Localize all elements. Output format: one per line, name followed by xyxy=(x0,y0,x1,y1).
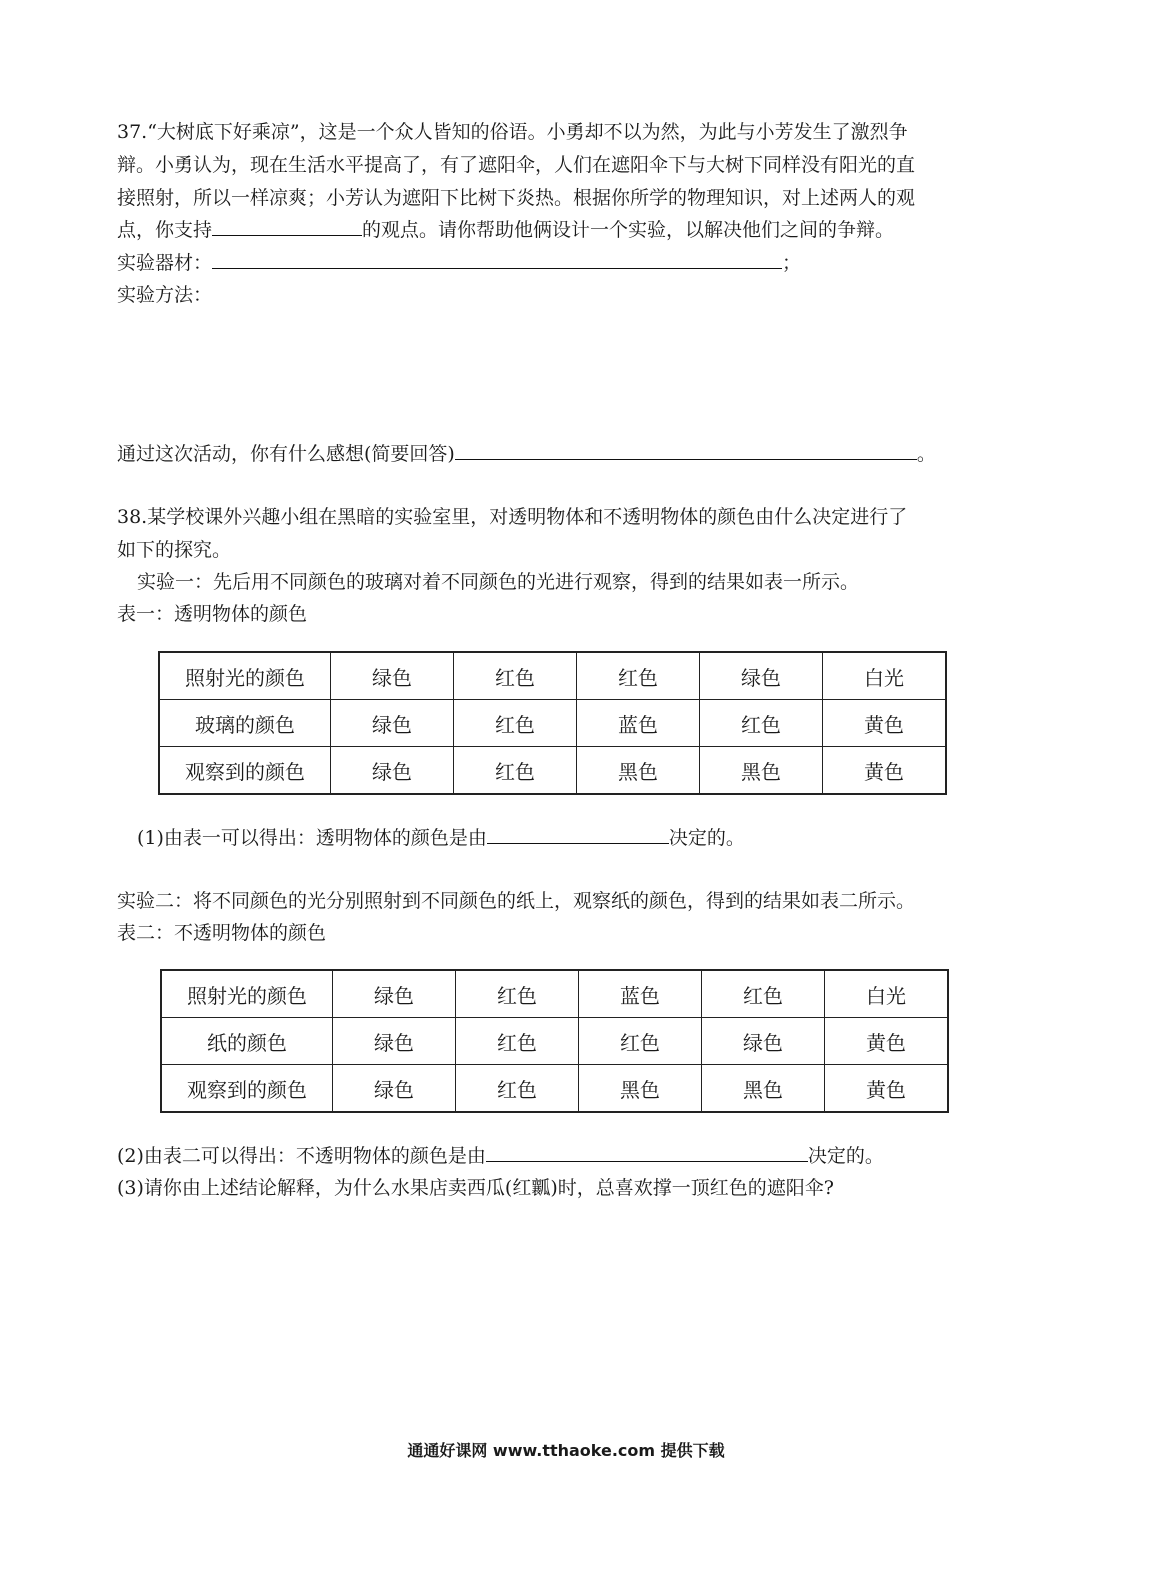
table-2-row-header: 照射光的颜色 xyxy=(161,970,333,1018)
table-1-row-header: 观察到的颜色 xyxy=(159,747,331,795)
table-1-cell: 红色 xyxy=(700,700,823,747)
table-1-row xyxy=(159,747,946,795)
table-2-cell: 绿色 xyxy=(702,1018,825,1065)
q38-line-1: 38.某学校课外兴趣小组在黑暗的实验室里，对透明物体和不透明物体的颜色由什么决定进行了 xyxy=(117,506,908,528)
table2-caption: 表二：不透明物体的颜色 xyxy=(117,922,327,944)
table-1-cell: 黑色 xyxy=(577,747,700,795)
q37-line-2: 辩。小勇认为，现在生活水平提高了，有了遮阳伞，人们在遮阳伞下与大树下同样没有阳光的直 xyxy=(117,154,916,176)
table-1-cell: 绿色 xyxy=(331,652,454,700)
q37-line-1: 37.“大树底下好乘凉”，这是一个众人皆知的俗语。小勇却不以为然，为此与小芳发生了激烈争 xyxy=(117,121,908,143)
table-1-cell: 绿色 xyxy=(700,652,823,700)
q37-line-4-suffix: 的观点。请你帮助他俩设计一个实验，以解决他们之间的争辩。 xyxy=(362,219,895,241)
feeling-line xyxy=(117,440,936,468)
sub2-prefix: (2)由表二可以得出：不透明物体的颜色是由 xyxy=(117,1145,486,1167)
sub1-line xyxy=(137,824,745,852)
table-1-cell: 红色 xyxy=(454,700,577,747)
table-2-cell: 红色 xyxy=(579,1018,702,1065)
table-1-cell: 黄色 xyxy=(823,747,947,795)
materials-blank[interactable] xyxy=(212,250,782,269)
table-2-row xyxy=(161,1065,948,1113)
table-1-cell: 黑色 xyxy=(700,747,823,795)
table1-caption: 表一：透明物体的颜色 xyxy=(117,603,308,625)
table-2 xyxy=(160,969,949,1113)
table-1-cell: 红色 xyxy=(454,652,577,700)
footer: 通通好课网 www.tthaoke.com 提供下载 xyxy=(407,1441,725,1460)
table-2-cell: 绿色 xyxy=(333,1018,456,1065)
table-2-cell: 蓝色 xyxy=(579,970,702,1018)
table-2-cell: 黑色 xyxy=(702,1065,825,1113)
sub1-prefix: (1)由表一可以得出：透明物体的颜色是由 xyxy=(137,827,487,849)
table-1-body xyxy=(159,652,946,794)
experiment-1: 实验一：先后用不同颜色的玻璃对着不同颜色的光进行观察，得到的结果如表一所示。 xyxy=(137,571,860,593)
q37-line-4-prefix: 点，你支持 xyxy=(117,219,213,241)
table-2-row xyxy=(161,1018,948,1065)
experiment-2: 实验二：将不同颜色的光分别照射到不同颜色的纸上，观察纸的颜色，得到的结果如表二所示。 xyxy=(117,890,916,912)
feeling-end: 。 xyxy=(916,443,936,465)
sub2-blank[interactable] xyxy=(486,1143,808,1162)
method-label: 实验方法： xyxy=(117,284,213,306)
materials-end: ； xyxy=(782,252,802,274)
table-1-row xyxy=(159,652,946,700)
table-2-row xyxy=(161,970,948,1018)
table-1-cell: 白光 xyxy=(823,652,947,700)
table-2-cell: 红色 xyxy=(456,970,579,1018)
materials-line xyxy=(117,249,801,277)
table-2-cell: 白光 xyxy=(825,970,949,1018)
sub1-suffix: 决定的。 xyxy=(668,827,745,849)
table-2-body xyxy=(161,970,948,1112)
table-2-cell: 黄色 xyxy=(825,1018,949,1065)
table-2-cell: 红色 xyxy=(456,1018,579,1065)
sub2-suffix: 决定的。 xyxy=(807,1145,884,1167)
q38-line-2: 如下的探究。 xyxy=(117,539,232,561)
sub2-line xyxy=(117,1142,884,1170)
materials-label: 实验器材： xyxy=(117,252,213,274)
table-1-cell: 红色 xyxy=(454,747,577,795)
feeling-label: 通过这次活动，你有什么感想(简要回答) xyxy=(117,443,455,465)
table-2-cell: 绿色 xyxy=(333,1065,456,1113)
table-1 xyxy=(158,651,947,795)
table-2-cell: 红色 xyxy=(702,970,825,1018)
table-1-cell: 绿色 xyxy=(331,747,454,795)
feeling-blank[interactable] xyxy=(455,441,917,460)
table-1-row-header: 照射光的颜色 xyxy=(159,652,331,700)
table-2-cell: 黄色 xyxy=(825,1065,949,1113)
table-1-row-header: 玻璃的颜色 xyxy=(159,700,331,747)
table-2-cell: 黑色 xyxy=(579,1065,702,1113)
table-2-cell: 红色 xyxy=(456,1065,579,1113)
sub1-blank[interactable] xyxy=(487,825,669,844)
q37-line-3: 接照射，所以一样凉爽；小芳认为遮阳下比树下炎热。根据你所学的物理知识，对上述两人的观 xyxy=(117,187,916,209)
table-1-cell: 绿色 xyxy=(331,700,454,747)
table-1-row xyxy=(159,700,946,747)
q37-line-4 xyxy=(117,216,894,244)
table-2-row-header: 观察到的颜色 xyxy=(161,1065,333,1113)
supported-view-blank[interactable] xyxy=(212,217,362,236)
table-1-cell: 红色 xyxy=(577,652,700,700)
table-1-cell: 黄色 xyxy=(823,700,947,747)
sub3-line: (3)请你由上述结论解释，为什么水果店卖西瓜(红瓤)时，总喜欢撑一顶红色的遮阳伞? xyxy=(117,1177,834,1199)
table-1-cell: 蓝色 xyxy=(577,700,700,747)
table-2-row-header: 纸的颜色 xyxy=(161,1018,333,1065)
table-2-cell: 绿色 xyxy=(333,970,456,1018)
